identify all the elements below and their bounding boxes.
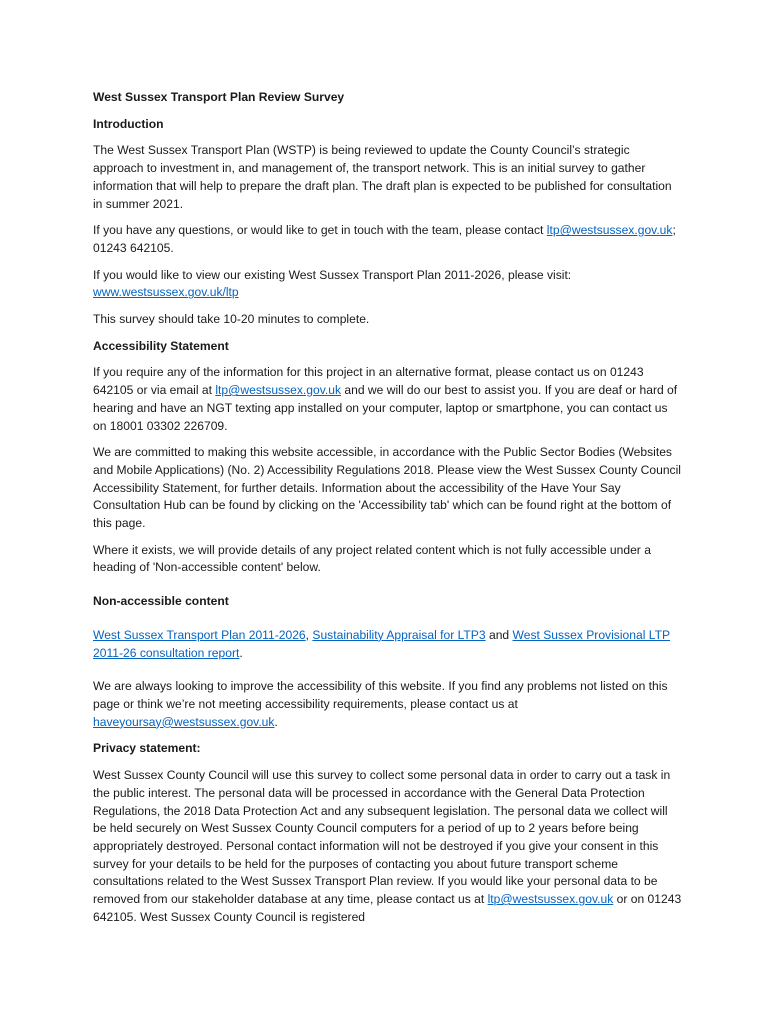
contact-email-link[interactable]: ltp@westsussex.gov.uk: [546, 223, 673, 238]
privacy-paragraph: [93, 767, 683, 926]
introduction-heading: Introduction: [93, 116, 164, 131]
accessibility-email-link[interactable]: ltp@westsussex.gov.uk: [215, 383, 342, 398]
introduction-paragraph: The West Sussex Transport Plan (WSTP) is being reviewed to update the County Council’s strategic approach to investment in, and management of, the transport network. This is an initial survey to gather information that will help to prepare the draft plan. The draft plan is expected to be published for consultation in summer 2021.: [93, 143, 672, 211]
separator-and: and: [485, 627, 513, 642]
transport-plan-link[interactable]: West Sussex Transport Plan 2011-2026: [93, 627, 306, 642]
non-accessible-links-paragraph: [93, 627, 683, 662]
accessibility-paragraph-3: Where it exists, we will provide details of any project related content which is not fully accessible under a heading of 'Non-accessible content' below.: [93, 542, 651, 575]
alt-format-text: If you require any of the information for this project in an alternative format, please contact us on 01243 642105 or via email at: [93, 365, 644, 398]
separator-period: .: [239, 645, 243, 660]
contact-text: If you have any questions, or would like to get in touch with the team, please contact: [93, 223, 547, 238]
improvement-paragraph: [93, 678, 683, 731]
non-accessible-heading: Non-accessible content: [93, 594, 229, 609]
separator-comma: ,: [305, 627, 313, 642]
privacy-email-link[interactable]: ltp@westsussex.gov.uk: [487, 892, 614, 907]
privacy-text: West Sussex County Council will use this survey to collect some personal data in order to carry out a task in the public interest. The personal data will be processed in accordance with the General Data Protection Regulations, the 2018 Data Protection Act and any subsequent legislation. The personal data we collect will be held securely on West Sussex County Council computers for a period of up to 2 years before being appropriately destroyed. Personal contact information will not be destroyed if you give your consent in this survey for your details to be held for the purposes of contacting you about future transport scheme consultations related to the West Sussex Transport Plan review. If you would like your personal data to be removed from our stakeholder database at any time, please contact us at: [93, 768, 671, 907]
consultation-report-link[interactable]: West Sussex Provisional LTP 2011-26 consultation report: [93, 627, 671, 660]
improvement-end: .: [274, 714, 278, 729]
document-page: [93, 89, 683, 935]
accessibility-paragraph-1: [93, 364, 683, 435]
accessibility-paragraph-2: We are committed to making this website accessible, in accordance with the Public Sector Bodies (Websites and Mobile Applications) (No. 2) Accessibility Regulations 2018. Please view the West Sussex County Council Accessibility Statement, for further details. Information about the accessibility of the Have Your Say Consultation Hub can be found by clicking on the 'Accessibility tab' which can be found right at the bottom of this page.: [93, 445, 681, 531]
haveyoursay-email-link[interactable]: haveyoursay@westsussex.gov.uk: [93, 714, 275, 729]
sustainability-appraisal-link[interactable]: Sustainability Appraisal for LTP3: [312, 627, 486, 642]
ngt-text: and we will do our best to assist you. If you are deaf or hard of hearing and have an NGT texting app installed on your computer, laptop or smartphone, you can contact us on 18001 03302 226709.: [93, 383, 678, 433]
existing-plan-paragraph: [93, 267, 683, 302]
improvement-text: We are always looking to improve the accessibility of this website. If you find any problems not listed on this page or think we’re not meeting accessibility requirements, please contact us at: [93, 679, 668, 711]
contact-paragraph: [93, 222, 683, 257]
existing-plan-text: If you would like to view our existing West Sussex Transport Plan 2011-2026, please visit:: [93, 267, 572, 282]
document-title: West Sussex Transport Plan Review Survey: [93, 90, 345, 104]
privacy-heading: Privacy statement:: [93, 741, 201, 756]
accessibility-heading: Accessibility Statement: [93, 338, 229, 353]
survey-duration-text: This survey should take 10-20 minutes to complete.: [93, 312, 370, 327]
privacy-text-end: or on 01243 642105. West Sussex County Council is registered: [93, 892, 682, 924]
contact-phone-text: ; 01243 642105.: [93, 223, 676, 255]
ltp-website-link[interactable]: www.westsussex.gov.uk/ltp: [93, 285, 239, 300]
